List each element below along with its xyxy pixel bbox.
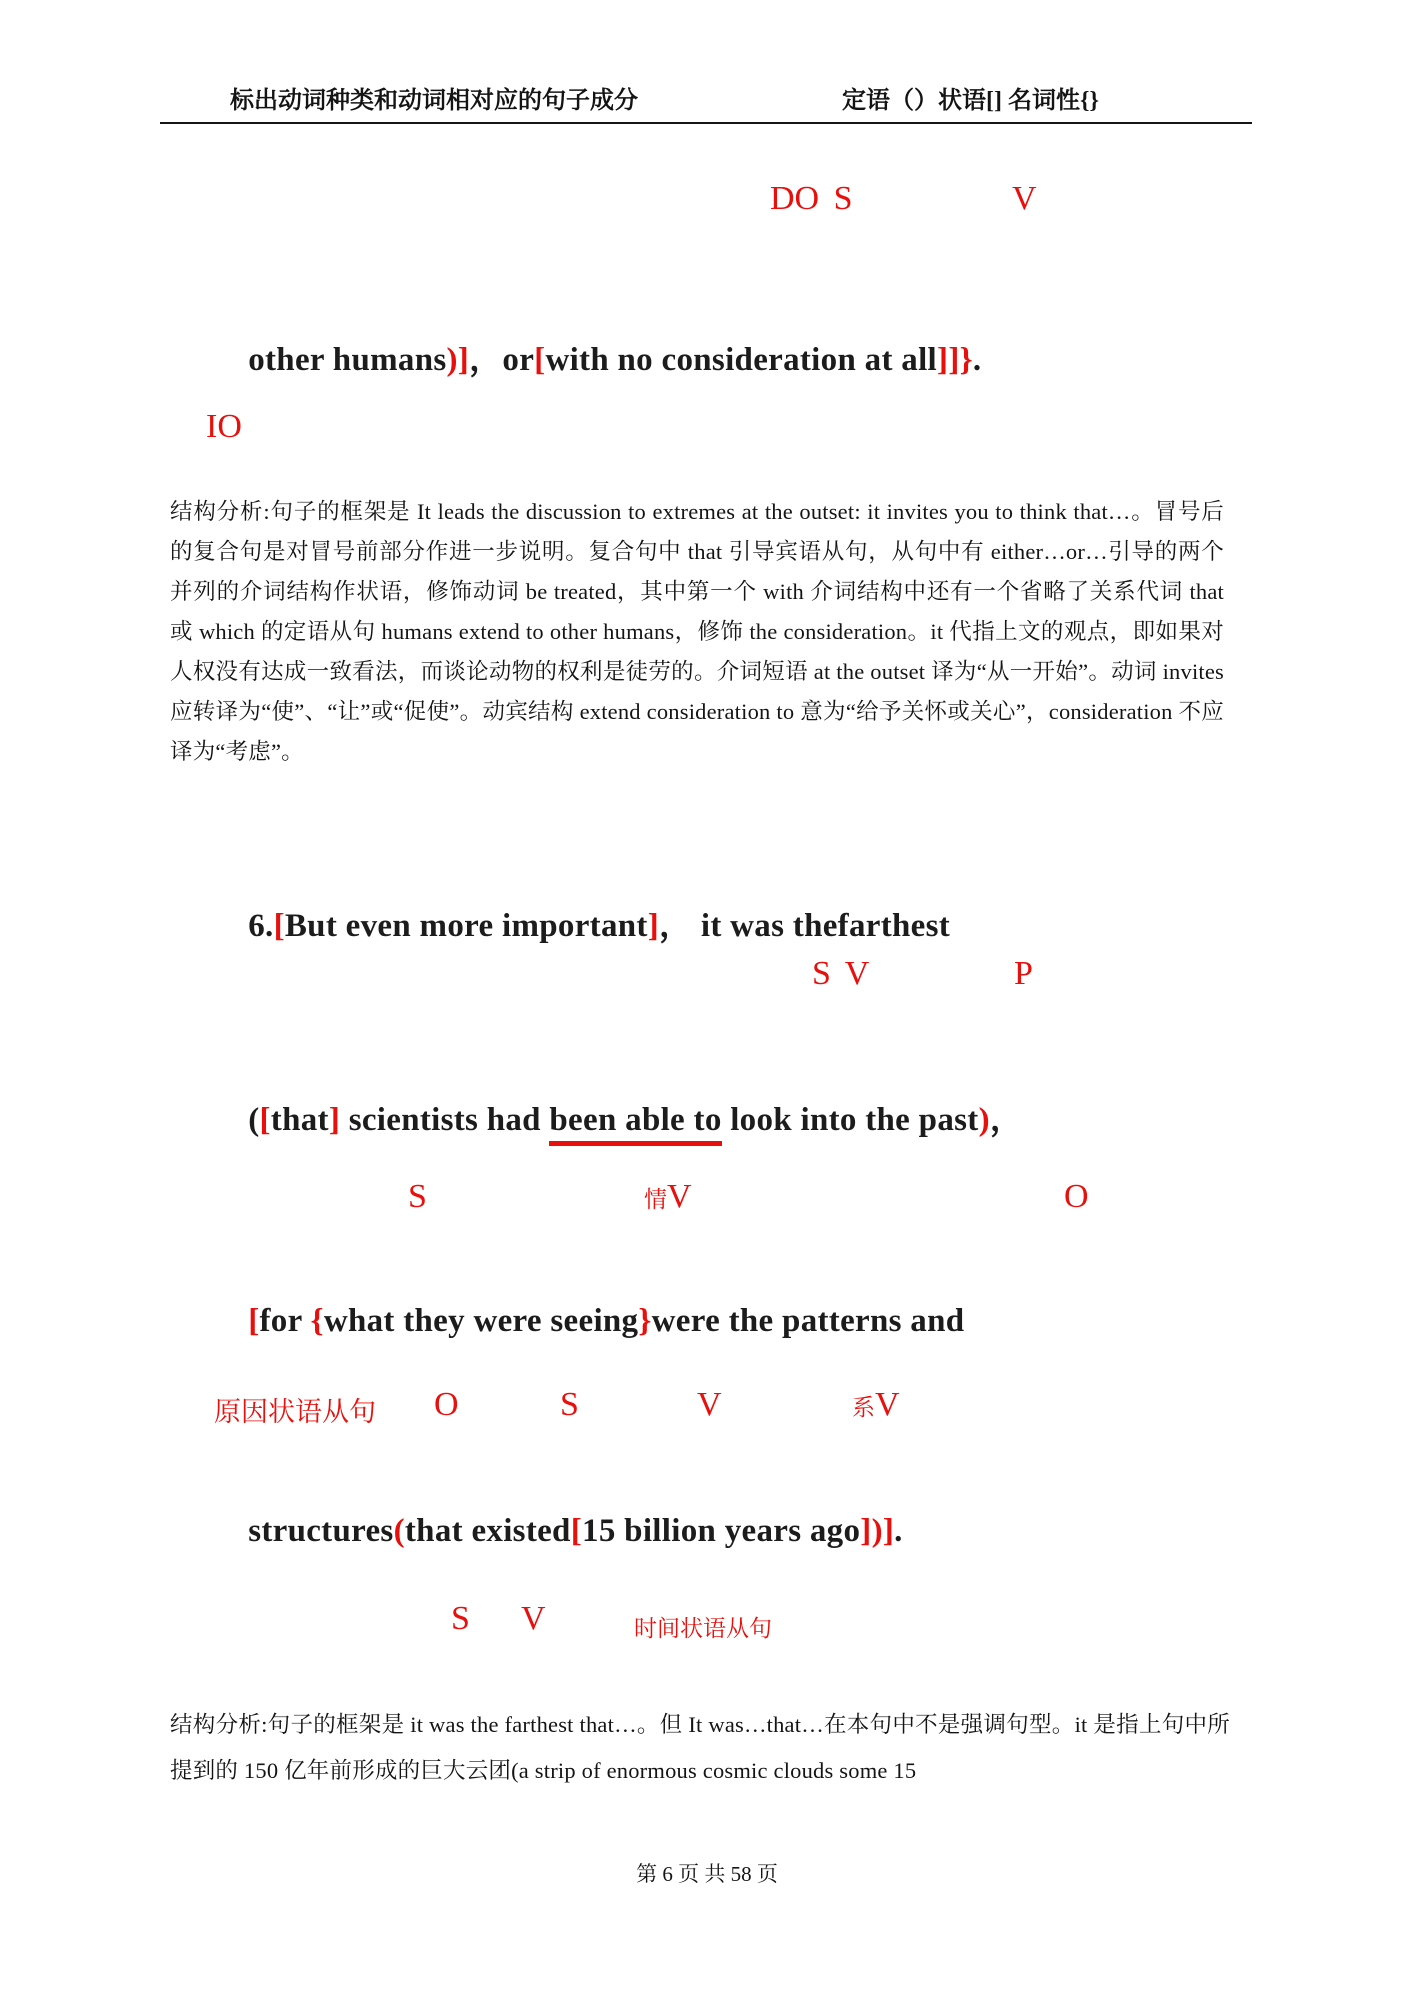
bracket-segment: [	[534, 342, 546, 378]
sentence-segment: .	[972, 342, 982, 378]
grammar-label-xi-v	[852, 1386, 900, 1424]
grammar-label-v: V	[521, 1600, 546, 1637]
grammar-label-v: V	[875, 1386, 900, 1423]
sentence-segment: scientists had	[340, 1102, 550, 1138]
page-number: 第 6 页 共 58 页	[636, 1862, 778, 1886]
analysis-paragraph-2: 结构分析:句子的框架是 it was the farthest that…。但 It was…that…在本句中不是强调句型。it 是指上句中所提到的 150 亿年前形成的巨大云团(a strip of enormous cosmic clouds some 15	[170, 1712, 1230, 1783]
sentence-segment: or	[502, 342, 535, 378]
sentence-segment: ，	[658, 908, 693, 944]
sentence-segment: what they were seeing	[323, 1303, 639, 1339]
grammar-label-v: V	[667, 1178, 692, 1215]
grammar-label-s: S	[451, 1600, 470, 1637]
header-left-title: 标出动词种类和动词相对应的句子成分	[230, 88, 638, 114]
grammar-label-p: P	[1014, 955, 1033, 992]
sentence-segment: ，	[989, 1102, 1024, 1138]
copula-marker: 系	[852, 1395, 875, 1420]
sentence-segment: it was thefarthest	[692, 908, 951, 944]
grammar-label-cause-clause: 原因状语从句	[214, 1397, 376, 1427]
grammar-label-o: O	[434, 1386, 459, 1423]
sentence-segment: with no consideration at all	[545, 342, 938, 378]
grammar-label-v: V	[1012, 180, 1037, 217]
underlined-verb-segment: been able to	[549, 1102, 721, 1146]
sentence-line	[214, 296, 981, 417]
bracket-segment: (	[393, 1513, 405, 1549]
sentence-line	[214, 1266, 964, 1377]
sentence-segment: .	[894, 1513, 903, 1549]
sentence-segment: 15 billion years ago	[582, 1513, 861, 1549]
grammar-label-time-clause: 时间状语从句	[634, 1616, 772, 1641]
modal-marker: 情	[644, 1187, 667, 1212]
sentence-segment: for	[259, 1303, 311, 1339]
header-divider	[160, 122, 1252, 124]
sentence-line	[214, 1476, 903, 1587]
bracket-segment: [	[273, 908, 285, 944]
sentence-line	[214, 1056, 1023, 1177]
sentence-segment: 6.	[248, 908, 274, 944]
bracket-segment: [	[259, 1102, 271, 1138]
sentence-segment: But even more important	[284, 908, 648, 944]
grammar-label-do-s: DO S	[770, 180, 853, 217]
grammar-label-qing-v	[644, 1178, 692, 1216]
bracket-segment: }	[638, 1303, 652, 1339]
grammar-label-sv: S V	[812, 955, 870, 992]
sentence-segment: structures	[248, 1513, 394, 1549]
grammar-label-s: S	[560, 1386, 579, 1423]
analysis-paragraph-1: 结构分析:句子的框架是 It leads the discussion to extremes at the outset: it invites you to think that…。冒号后的复合句是对冒号前部分作进一步说明。复合句中 that 引导宾语从句，从句中有 either…or…引导的两个并列的介词结构作状语，修饰动词 be treated，其中第一个 with 介词结构中还有一个省略了关系代词 that 或 which 的定语从句 humans extend to other humans，修饰 the consideration。it 代指上文的观点，即如果对人权没有达成一致看法，而谈论动物的权利是徒劳的。介词短语 at the outset 译为“从一开始”。动词 invites 应转译为“使”、“让”或“促使”。动宾结构 extend consideration to 意为“给予关怀或关心”，consideration 不应译为“考虑”。	[170, 499, 1224, 764]
sentence-segment: that	[270, 1102, 329, 1138]
grammar-label-s: S	[408, 1178, 427, 1215]
bracket-segment: ]	[647, 908, 659, 944]
sentence-segment: (	[248, 1102, 260, 1138]
bracket-segment: {	[310, 1303, 324, 1339]
header-right-legend: 定语（）状语[] 名词性{}	[842, 88, 1099, 114]
bracket-segment: )]	[446, 342, 470, 378]
bracket-segment: )	[978, 1102, 990, 1138]
sentence-segment: that existed	[404, 1513, 571, 1549]
grammar-label-v: V	[697, 1386, 722, 1423]
sentence-segment: other humans	[248, 342, 447, 378]
bracket-segment: ]]}	[937, 342, 973, 378]
bracket-segment: [	[570, 1513, 583, 1549]
sentence-segment: ，	[469, 342, 503, 378]
sentence-segment: were the patterns and	[651, 1303, 965, 1339]
bracket-segment: ]	[328, 1102, 341, 1138]
grammar-label-io: IO	[206, 408, 242, 445]
sentence-segment: look into the past	[721, 1102, 979, 1138]
bracket-segment: [	[248, 1303, 260, 1339]
bracket-segment: ])]	[860, 1513, 895, 1549]
grammar-label-o: O	[1064, 1178, 1089, 1215]
